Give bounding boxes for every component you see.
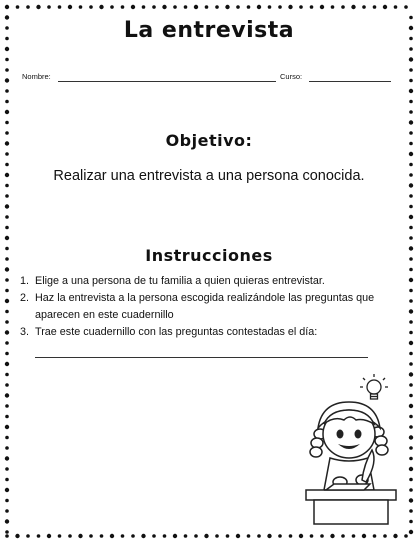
border-dot [331,5,335,9]
border-dot [184,5,188,9]
border-dot [383,5,387,9]
border-dot [5,267,9,271]
border-dot [289,534,293,538]
border-dot [5,226,9,230]
border-dot [5,436,9,440]
border-dot [5,236,9,240]
lightbulb-icon [360,374,388,399]
border-dot [68,5,72,9]
border-dot [5,352,9,356]
objective-heading: Objetivo: [165,131,253,150]
border-dot [247,5,251,9]
page-title: La entrevista [123,18,295,43]
border-dot [26,5,30,9]
border-dot [142,5,146,9]
border-dot [409,152,413,156]
border-dot [409,194,413,198]
border-dot [173,534,177,538]
border-dot [236,534,240,538]
item-text: Trae este cuadernillo con las preguntas contestadas el día: [35,326,318,338]
border-dot [89,534,93,538]
border-dot [362,5,366,9]
list-item [20,324,390,341]
border-dot [5,121,9,125]
border-dot [257,5,261,9]
border-dot [383,534,387,538]
instructions-heading: Instrucciones [145,246,273,265]
border-dot [5,78,9,82]
student-fields [22,72,392,86]
border-dot [5,467,9,471]
border-dot [409,226,413,230]
border-dot [36,5,40,9]
border-dot [373,5,377,9]
border-dot [5,478,9,482]
border-dot [341,5,345,9]
border-dot [409,205,413,209]
border-dot [409,309,413,313]
border-dot [409,278,413,282]
border-dot [409,110,413,114]
border-dot [409,163,413,167]
border-dot [409,120,413,124]
list-item [20,273,390,290]
border-dot [310,534,314,538]
border-dot [409,299,413,303]
border-dot [37,534,41,538]
border-dot [320,5,324,9]
item-number: 3. [20,326,30,338]
border-dot [5,341,9,345]
border-dot [409,57,413,61]
border-dot [5,488,9,492]
border-dot [78,534,82,538]
border-dot [215,534,219,538]
border-dot [5,499,9,503]
border-dot [409,47,413,51]
border-dot [194,534,198,538]
border-dot [404,5,408,9]
border-dot [330,534,334,538]
border-dot [99,5,103,9]
border-dot [68,534,72,538]
border-dot [5,47,9,51]
border-dot [409,331,413,335]
border-dot [409,341,413,345]
border-dot [299,534,303,538]
border-dot [162,5,166,9]
item-text: Elige a una persona de tu familia a quien quieras entrevistar. [35,275,325,287]
border-dot [393,534,397,538]
border-dot [215,5,219,9]
border-dot [5,446,9,450]
border-dot [5,89,9,93]
border-dot [5,194,9,198]
border-dot [5,320,9,324]
border-dot [5,68,9,72]
course-field[interactable] [309,81,391,82]
border-dot [110,534,114,538]
border-dot [5,509,9,513]
border-dot [362,534,366,538]
border-dot [5,289,9,293]
border-dot [5,373,9,377]
border-dot [278,534,282,538]
border-dot [278,5,282,9]
date-answer-line[interactable] [35,357,368,358]
border-dot [351,5,355,9]
border-dot [409,236,413,240]
border-dot [257,534,261,538]
border-dot [5,163,9,167]
border-dot [225,5,229,9]
border-dot [141,534,145,538]
border-dot [409,362,413,366]
border-dot [5,530,9,534]
border-dot [152,534,156,538]
border-dot [173,5,177,9]
course-label: Curso: [280,72,303,81]
border-dot [5,152,9,156]
border-dot [267,534,271,538]
border-dot [236,5,240,9]
border-dot [409,352,413,356]
border-dot [5,278,9,282]
item-number: 1. [20,275,30,287]
border-dot [268,5,272,9]
instructions-list [20,273,390,341]
border-dot [110,5,114,9]
border-dot [184,534,188,538]
border-dot [89,5,93,9]
border-dot [5,110,9,114]
border-dot [409,100,413,104]
border-dot [5,330,9,334]
border-dot [5,404,9,408]
border-dot [341,534,345,538]
border-dot [100,534,104,538]
border-dot [288,5,292,9]
border-dot [47,5,51,9]
girl-writing-illustration [300,372,410,532]
border-dot [5,534,9,538]
name-field[interactable] [58,81,276,82]
border-dot [5,383,9,387]
border-dot [5,215,9,219]
border-dot [131,5,135,9]
border-dot [58,534,62,538]
border-dot [5,299,9,303]
border-dot [299,5,303,9]
border-dot [163,534,167,538]
border-dot [121,534,125,538]
border-dot [152,5,156,9]
border-dot [409,79,413,83]
item-text: Haz la entrevista a la persona escogida realizándole las preguntas que aparecen en este cuadernillo [35,292,375,321]
border-dot [204,534,208,538]
border-dot [58,5,62,9]
border-dot [16,5,20,9]
border-dot [205,5,209,9]
border-dot [5,58,9,62]
border-dot [247,534,251,538]
border-dot [131,534,135,538]
border-dot [5,184,9,188]
list-item [20,290,390,324]
border-dot [5,393,9,397]
border-dot [5,425,9,429]
border-dot [79,5,83,9]
border-dot [320,534,324,538]
border-dot [373,534,377,538]
border-dot [409,320,413,324]
name-label: Nombre: [22,72,51,81]
border-dot [226,534,230,538]
border-dot [409,68,413,72]
border-dot [404,534,408,538]
border-dot [5,100,9,104]
item-number: 2. [20,292,30,304]
border-dot [5,519,9,523]
border-dot [26,534,30,538]
border-dot [409,289,413,293]
border-dot [5,456,9,460]
border-dot [5,362,9,366]
border-dot [394,5,398,9]
border-dot [194,5,198,9]
border-dot [5,204,9,208]
border-dot [5,310,9,314]
border-dot [352,534,356,538]
border-dot [409,89,413,93]
border-dot [409,268,413,272]
border-dot [5,415,9,419]
border-dot [5,5,9,9]
border-dot [310,5,314,9]
border-dot [121,5,125,9]
border-dot [47,534,51,538]
border-dot [15,534,19,538]
objective-text: Realizar una entrevista a una persona conocida. [53,168,365,184]
border-dot [409,215,413,219]
